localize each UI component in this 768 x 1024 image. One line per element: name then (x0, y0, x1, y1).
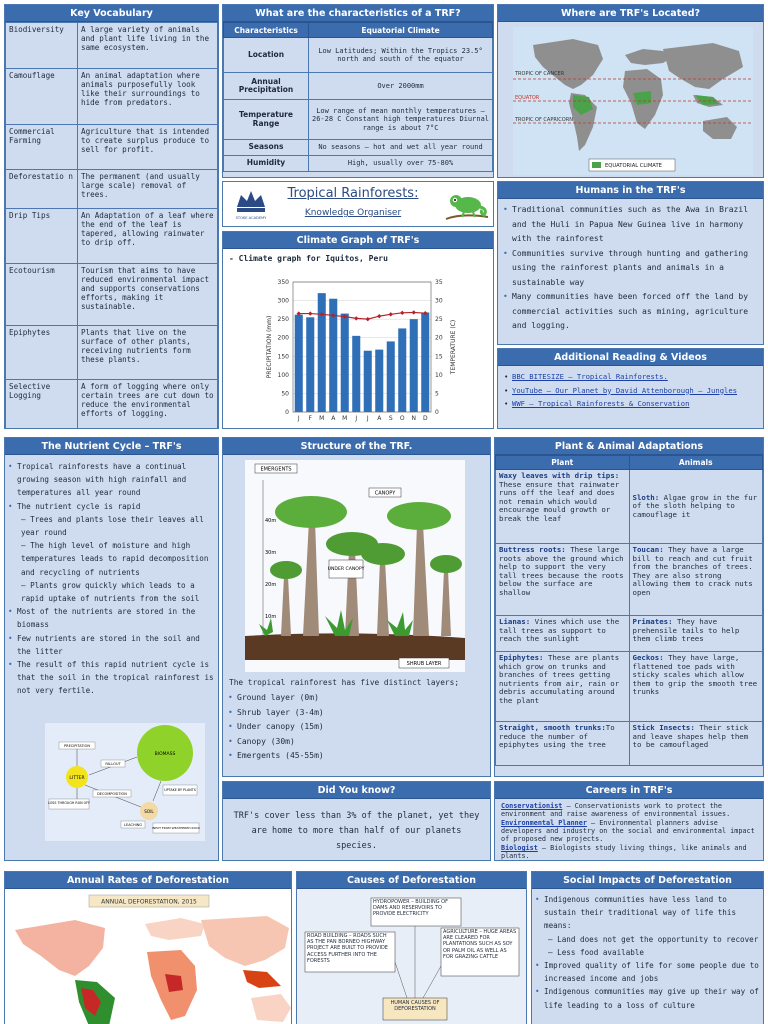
precipitation-bar (410, 319, 418, 412)
precipitation-bar (387, 341, 395, 412)
x-tick-label: S (388, 415, 393, 422)
soil-label: SOIL (144, 809, 154, 814)
x-tick-label: D (422, 415, 428, 422)
climate-chart (223, 264, 493, 426)
careers-list (495, 799, 763, 861)
careers-title: Careers in TRF's (495, 782, 763, 799)
vocabulary-table (5, 22, 218, 429)
x-tick-label: J (366, 415, 369, 422)
vocab-term: Selective Logging (6, 380, 78, 430)
y2-tick-label: 5 (435, 390, 439, 398)
shrub-layer-label: SHRUB LAYER (406, 661, 442, 667)
char-value: Low Latitudes; Within the Tropics 23.5° north and south of the equator (309, 38, 493, 73)
decomposition-label: DECOMPOSITION (97, 792, 127, 796)
climate-graph-title: Climate Graph of TRF's (223, 232, 493, 249)
vocab-definition: Tourism that aims to have reduced environmental impact and supports conservations efforts, making it sustainable. (78, 264, 218, 326)
plant-adaptation-key: Lianas: (499, 617, 531, 626)
plant-adaptation-text: Vines which use the tall trees as support to reach the sunlight (499, 617, 620, 644)
map-region-asia (201, 916, 289, 966)
career-name: Biologist (501, 844, 538, 852)
link-bbc-bitesize[interactable]: BBC BITESIZE – Tropical Rainforests. (512, 372, 668, 381)
x-tick-label: N (411, 415, 416, 422)
leaching-label: LEACHING (124, 823, 142, 827)
map-region-europe (145, 918, 205, 940)
layer-item: • Shrub layer (3-4m) (225, 706, 324, 721)
precipitation-bar (375, 350, 383, 412)
biomass-label: BIOMASS (154, 752, 176, 757)
nutrient-title: The Nutrient Cycle – TRF's (5, 438, 218, 455)
vocab-definition: The permanent (and usually large scale) removal of trees. (78, 170, 218, 209)
animal-adaptation-key: Stick Insects: (632, 723, 695, 732)
social-item: • Indigenous communities have less land to sustain their traditional way of life this means: (534, 893, 759, 933)
temperature-point (412, 310, 416, 314)
vocab-definition: A form of logging where only certain trees are cut down to reduce the environmental efforts of logging. (78, 380, 218, 430)
climate-graph-subtitle: - Climate graph for Iquitos, Peru (229, 254, 388, 263)
canopy-label: CANOPY (374, 490, 396, 497)
precipitation-bar (352, 336, 360, 412)
under-canopy-label: UNDER CANOPY (327, 567, 365, 572)
social-item: • Improved quality of life for some people due to increased income and jobs (534, 959, 759, 985)
deforestation-rates-panel (4, 871, 292, 1024)
x-tick-label: A (377, 415, 382, 422)
ground-shape (245, 633, 465, 660)
career-name: Environmental Planner (501, 819, 587, 827)
nutrient-cycle-diagram (45, 723, 205, 841)
precipitation-bar (295, 315, 303, 412)
social-impacts-list (532, 889, 763, 1012)
humans-panel (497, 181, 764, 345)
vocab-term: Commercial Farming (6, 125, 78, 170)
char-value: Low range of mean monthly temperatures – 26-28 C Constant high temperatures Diurnal range is about 7°C (309, 100, 493, 140)
vocab-definition: Plants that live on the surface of other plants, receiving nutrients form these plants. (78, 326, 218, 380)
did-you-know-title: Did You know? (223, 782, 490, 799)
x-tick-label: F (308, 415, 312, 422)
rainforest-structure-diagram (245, 460, 465, 672)
temperature-point (354, 316, 358, 320)
humans-list (498, 199, 763, 334)
y-tick-label: 0 (285, 409, 289, 416)
vocab-term: Biodiversity (6, 23, 78, 69)
map-label-equator: EQUATOR (515, 95, 540, 101)
vocab-definition: An Adaptation of a leaf where the end of the leaf is tapered, allowing rainwater to drip off. (78, 209, 218, 264)
causes-panel (296, 871, 527, 1024)
characteristics-title: What are the characteristics of a TRF? (223, 5, 493, 22)
banner-title: Tropical Rainforests: (287, 186, 419, 201)
char-key: Temperature Range (224, 100, 309, 140)
layer-item: • Ground layer (0m) (225, 691, 324, 706)
characteristics-panel (222, 4, 494, 178)
banner-subtitle: Knowledge Organiser (304, 208, 402, 218)
location-panel (497, 4, 764, 178)
link-wwf[interactable]: WWF – Tropical Rainforests & Conservation (512, 399, 690, 408)
causes-diagram (297, 890, 526, 1024)
vocab-definition: A large variety of animals and plant life living in the same ecosystem. (78, 23, 218, 69)
chameleon-icon (442, 183, 492, 227)
nutrient-item: • The result of this rapid nutrient cycle is that the soil in the tropical rainforest is not very fertile. (7, 658, 214, 698)
vocab-definition: Agriculture that is intended to create surplus produce to sell for profit. (78, 125, 218, 170)
y-tick-label: 50 (281, 390, 289, 398)
location-title: Where are TRF's Located? (498, 5, 763, 22)
emergent-crown (275, 496, 347, 528)
y2-tick-label: 0 (435, 409, 439, 416)
precipitation-bar (318, 293, 326, 412)
social-subitem: – Land does not get the opportunity to recover (548, 934, 759, 944)
y-tick-label: 150 (277, 353, 289, 361)
precipitation-bar (398, 328, 406, 412)
equatorial-col-header: Equatorial Climate (309, 23, 493, 38)
animal-adaptation-key: Geckos: (632, 653, 664, 662)
title-banner (222, 181, 494, 227)
careers-panel (494, 781, 764, 861)
char-value: Over 2000mm (309, 73, 493, 100)
animal-adaptation-key: Toucan: (632, 545, 664, 554)
humans-item: • Many communities have been forced off the land by commercial activities such as mining, agriculture and logging. (500, 290, 757, 334)
temperature-point (308, 311, 312, 315)
x-tick-label: O (399, 415, 405, 422)
deforestation-map (5, 890, 291, 1024)
humans-title: Humans in the TRF's (498, 182, 763, 199)
x-tick-label: A (331, 415, 336, 422)
fallout-label: FALLOUT (105, 762, 121, 766)
x-tick-label: J (297, 415, 300, 422)
school-name: STOKE ACADEMY (235, 216, 267, 220)
height-10m: 10m (265, 614, 277, 620)
height-30m: 30m (265, 550, 277, 556)
did-you-know-panel (222, 781, 491, 861)
x-tick-label: M (342, 415, 348, 422)
deforestation-map-title: ANNUAL DEFORESTATION, 2015 (101, 898, 197, 906)
y2-axis-label: TEMPERATURE (C) (450, 319, 457, 375)
animal-adaptation-text: They have a large bill to reach and cut fruit from the branches of trees. They are also strong allowing them to crack nuts open (632, 545, 753, 597)
char-key: Seasons (224, 140, 309, 156)
nutrient-item: • The nutrient cycle is rapid (7, 500, 214, 513)
y2-tick-label: 15 (435, 353, 443, 361)
layer-item: • Canopy (30m) (225, 735, 324, 750)
char-key: Location (224, 38, 309, 73)
cause-agriculture: AGRICULTURE – HUGE AREAS ARE CLEARED FOR PLANTATIONS SUCH AS SOY OR PALM OIL AS WELL AS FOR GRAZING CATTLE (443, 929, 517, 960)
litter-label: LITTER (69, 776, 85, 781)
precipitation-bar (421, 312, 429, 412)
social-impacts-panel (531, 871, 764, 1024)
y-tick-label: 300 (277, 297, 289, 305)
y2-tick-label: 10 (435, 371, 443, 379)
adaptations-table (495, 455, 763, 766)
char-value: High, usually over 75-80% (309, 156, 493, 172)
vocab-term: Drip Tips (6, 209, 78, 264)
structure-intro: The tropical rainforest has five distinct layers; (229, 678, 460, 687)
height-40m: 40m (265, 518, 277, 524)
y2-tick-label: 20 (435, 334, 443, 342)
social-item: • Indigenous communities may give up their way of life leading to a loss of culture (534, 985, 759, 1011)
plant-adaptation-text: To reduce the number of epiphytes using the tree (499, 723, 615, 750)
layers-list (225, 691, 324, 764)
world-map (513, 27, 753, 175)
nutrient-item: • Few nutrients are stored in the soil and the litter (7, 632, 214, 658)
temperature-point (400, 311, 404, 315)
vocab-term: Epiphytes (6, 326, 78, 380)
animal-adaptation-text: Algae grow in the fur of the sloth helping to camouflage it (632, 492, 758, 519)
adaptations-panel (494, 437, 764, 777)
animal-adaptation-text: Their stick and leave shapes help them to be camouflaged (632, 723, 749, 750)
career-description: – Conservationists work to protect the environment and raise awareness of environmental issues. (501, 802, 731, 818)
plant-adaptation-text: These large roots above the ground which help to support the very tall trees because the roots below the surface are shallow (499, 545, 624, 597)
plant-adaptation-key: Buttress roots: (499, 545, 566, 554)
y2-tick-label: 25 (435, 316, 443, 324)
temperature-point (366, 317, 370, 321)
career-description: – Biologists study living things, like animals and plants. (501, 844, 747, 860)
temperature-point (377, 314, 381, 318)
height-20m: 20m (265, 582, 277, 588)
y2-tick-label: 35 (435, 279, 443, 286)
structure-title: Structure of the TRF. (223, 438, 490, 455)
reading-title: Additional Reading & Videos (498, 349, 763, 366)
y-tick-label: 250 (277, 316, 289, 324)
char-key: Annual Precipitation (224, 73, 309, 100)
y-axis-label: PRECIPITATION (mm) (266, 315, 273, 379)
nutrient-item: • Most of the nutrients are stored in the biomass (7, 605, 214, 631)
map-label-cancer: TROPIC OF CANCER (515, 71, 565, 77)
plant-adaptation-key: Waxy leaves with drip tips: (499, 471, 620, 480)
map-region-australia (251, 994, 291, 1022)
nutrient-subitem: – The high level of moisture and high temperatures leads to rapid decomposition and recycling of nutrients (21, 541, 209, 577)
precipitation-label: PRECIPITATION (64, 744, 90, 748)
vocab-term: Ecotourism (6, 264, 78, 326)
nutrient-item: • Tropical rainforests have a continual growing season with high rainfall and temperatures all year round (7, 460, 214, 500)
humans-item: • Communities survive through hunting and gathering using the rainforest plants and animals in a sustainable way (500, 247, 757, 291)
animal-adaptation-text: They have prehensile tails to help them climb trees (632, 617, 740, 644)
career-name: Conservationist (501, 802, 563, 810)
animal-adaptation-text: They have large, flattened toe pads with sticky scales which allow them to grip the smooth tree trunks (632, 653, 758, 697)
social-subitem: – Less food available (548, 947, 645, 957)
map-label-capricorn: TROPIC OF CAPRICORN (515, 117, 573, 123)
animals-col-header: Animals (629, 456, 763, 470)
vocab-term: Deforestatio n (6, 170, 78, 209)
weathered-rock-label: INPUT FROM WEATHERED ROCK (151, 826, 201, 830)
link-youtube-our-planet[interactable]: YouTube – Our Planet by David Attenborough – Jungles (512, 385, 738, 395)
precipitation-bar (364, 351, 372, 412)
animal-adaptation-key: Sloth: (632, 492, 660, 502)
plant-adaptation-text: These are plants which grow on trunks and branches of trees getting nutrients from air, rain or debris accumulating around the plant (499, 653, 620, 705)
emergent-crown (387, 502, 451, 530)
layer-item: • Under canopy (15m) (225, 720, 324, 735)
cause-road-building: ROAD BUILDING – ROADS SUCH AS THE PAN BORNEO HIGHWAY PROJECT ARE BUILT TO PROVIDE ACCESS FURTHER INTO THE FORESTS (307, 933, 388, 964)
runoff-label: LOSS THROUGH RUN OFF (47, 801, 91, 805)
did-you-know-text: TRF's cover less than 3% of the planet, yet they are home to more than half of our planets species. (233, 811, 480, 851)
x-tick-label: M (319, 415, 325, 422)
map-region-north-america (15, 920, 105, 976)
causes-title: Causes of Deforestation (297, 872, 526, 889)
plant-adaptation-text: These ensure that rainwater runs off the leaf and does not remain which would encourage mould growth or break the leaf (499, 479, 620, 523)
humans-item: • Traditional communities such as the Awa in Brazil and the Huli in Papua New Guinea live in harmony with the rainforest (500, 203, 757, 247)
deforestation-rates-title: Annual Rates of Deforestation (5, 872, 291, 889)
career-description: – Environmental planners advise developers and industry on the social and environmental impact of proposed new projects. (501, 819, 755, 843)
map-legend: EQUATORIAL CLIMATE (605, 163, 662, 169)
legend-swatch (592, 162, 601, 168)
char-key: Humidity (224, 156, 309, 172)
plant-adaptation-key: Straight, smooth trunks: (499, 723, 606, 732)
characteristics-col-header: Characteristics (224, 23, 309, 38)
animal-adaptation-key: Primates: (632, 617, 673, 626)
temperature-point (389, 312, 393, 316)
y-tick-label: 350 (277, 279, 289, 286)
structure-panel (222, 437, 491, 777)
x-tick-label: J (355, 415, 358, 422)
human-causes-center: HUMAN CAUSES OF DEFORESTATION (390, 1000, 440, 1013)
y-tick-label: 100 (277, 371, 289, 379)
key-vocabulary-panel (4, 4, 219, 429)
y-tick-label: 200 (277, 334, 289, 342)
social-impacts-title: Social Impacts of Deforestation (532, 872, 763, 889)
char-value: No seasons – hot and wet all year round (309, 140, 493, 156)
vocab-definition: An animal adaptation where animals purposefully look like their surroundings to hide from predators. (78, 69, 218, 125)
y2-tick-label: 30 (435, 297, 443, 305)
reading-list (498, 366, 763, 411)
uptake-label: UPTAKE BY PLANTS (164, 788, 196, 792)
emergents-label: EMERGENTS (260, 466, 292, 473)
plant-adaptation-key: Epiphytes: (499, 653, 544, 662)
plant-col-header: Plant (496, 456, 630, 470)
nutrient-panel (4, 437, 219, 861)
key-vocabulary-title: Key Vocabulary (5, 5, 218, 22)
map-region-indonesia (243, 970, 281, 988)
nutrient-subitem: – Plants grow quickly which leads to a rapid uptake of nutrients from the soil (21, 580, 200, 604)
reading-panel (497, 348, 764, 429)
vocab-term: Camouflage (6, 69, 78, 125)
characteristics-table (223, 22, 493, 172)
adaptations-title: Plant & Animal Adaptations (495, 438, 763, 455)
precipitation-bar (306, 317, 314, 412)
climate-graph-panel (222, 231, 494, 429)
layer-item: • Emergents (45-55m) (225, 749, 324, 764)
precipitation-bar (341, 314, 349, 412)
nutrient-list (5, 455, 218, 698)
cause-hydropower: HYDROPOWER – BUILDING OF DAMS AND RESERVOIRS TO PROVIDE ELECTRICITY (373, 899, 448, 917)
nutrient-subitem: – Trees and plants lose their leaves all year round (21, 514, 204, 538)
